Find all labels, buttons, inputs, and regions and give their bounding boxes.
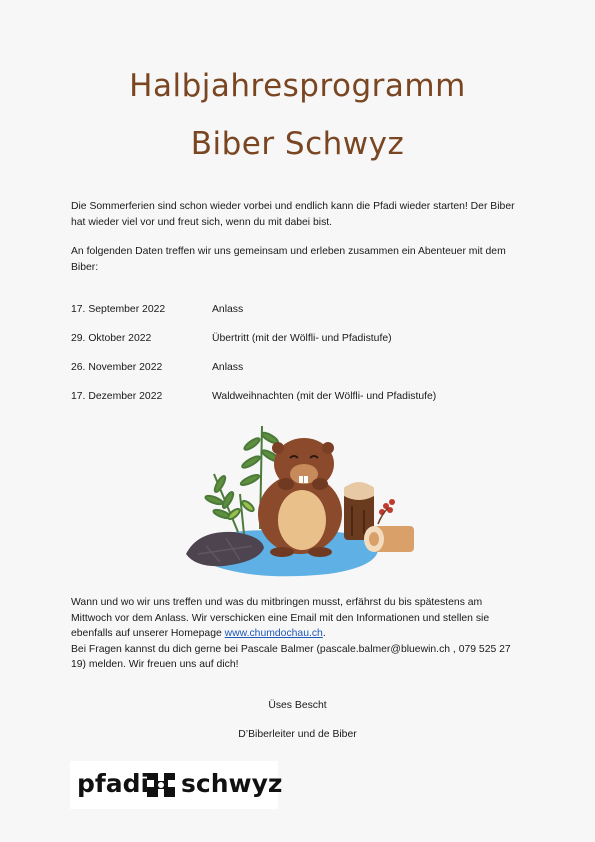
event-name: Anlass <box>212 362 244 373</box>
intro-paragraph-2: An folgenden Daten treffen wir uns gemeinsam und erleben zusammen ein Abenteuer mit dem Biber: <box>71 246 506 273</box>
event-date: 17. September 2022 <box>71 304 166 315</box>
event-date: 17. Dezember 2022 <box>71 391 163 402</box>
info-text-end: . <box>322 628 326 639</box>
event-name: Übertritt (mit der Wölfli- und Pfadistufe) <box>212 333 392 344</box>
event-name: Waldweihnachten (mit der Wölfli- und Pfadistufe) <box>212 391 437 402</box>
logo-word-left: pfadi <box>77 769 150 798</box>
homepage-link[interactable]: www.chumdochau.ch <box>224 628 323 639</box>
event-date: 29. Oktober 2022 <box>71 333 152 344</box>
closing-greeting: Üses Bescht <box>268 700 327 711</box>
logo-word-right: schwyz <box>181 769 283 798</box>
event-date: 26. November 2022 <box>71 362 163 373</box>
intro-paragraph-1: Die Sommerferien sind schon wieder vorbei und endlich kann die Pfadi wieder starten! Der Biber hat wieder viel vor und freut sich, wenn du mit dabei bist. <box>71 201 515 228</box>
event-name: Anlass <box>212 304 244 315</box>
pfadi-schwyz-logo <box>70 761 283 809</box>
closing-signature: D’Biberleiter und de Biber <box>238 729 357 740</box>
info-text: Wann und wo wir uns treffen und was du mitbringen musst, erfährst du bis spätestens am Mittwoch vor dem Anlass. Wir verschicken eine Email mit den Informationen und stellen sie ebenfalls auf unserer Homepage <box>71 597 490 639</box>
beaver-illustration <box>178 414 418 580</box>
contact-text: Bei Fragen kannst du dich gerne bei Pascale Balmer (pascale.balmer@bluewin.ch , 079 525 27 19) melden. Wir freuen uns auf dich! <box>71 643 511 670</box>
page-title-line1: Halbjahresprogramm <box>129 68 466 104</box>
info-paragraph <box>71 595 526 673</box>
page-title-line2: Biber Schwyz <box>190 126 405 162</box>
scout-emblem-icon <box>144 767 178 803</box>
